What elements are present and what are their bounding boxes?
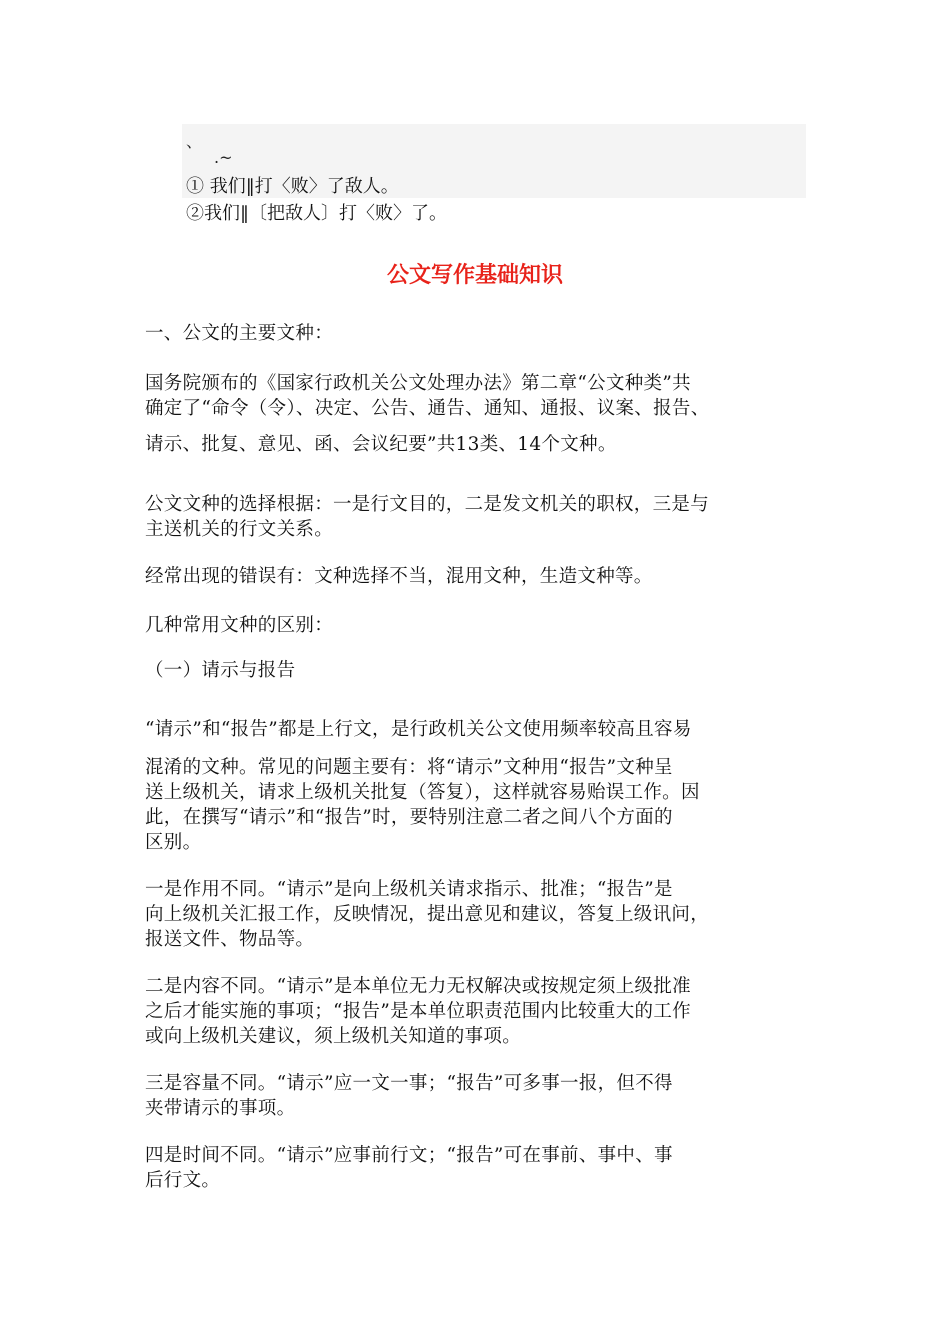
- paragraph-intro: “请示”和“报告”都是上行文，是行政机关公文使用频率较高且容易: [145, 719, 692, 740]
- document-title: 公文写作基础知识: [386, 263, 563, 288]
- example-sentence-2: ②我们‖〔把敌人〕打〈败〉了。: [186, 203, 447, 224]
- paragraph-doc-types: 国务院颁布的《国家行政机关公文处理办法》第二章“公文种类”共 确定了“命令（令）、决定、公告、通告、通知、通报、议案、报告、: [145, 373, 710, 419]
- paragraph-common-problems: 混淆的文种。常见的问题主要有：将“请示”文种用“报告”文种呈 送上级机关，请求上级机关批复（答复），这样就容易贻误工作。因 此，在撰写“请示”和“报告”时，要特别注意二者之间八个方面的 区别。: [145, 757, 700, 853]
- paragraph-content: 二是内容不同。“请示”是本单位无力无权解决或按规定须上级批准 之后才能实施的事项；“报告”是本单位职责范围内比较重大的工作 或向上级机关建议，须上级机关知道的事项。: [145, 976, 691, 1047]
- dot-tilde-mark: .~: [214, 148, 233, 167]
- example-sentence-1: ① 我们‖打〈败〉了敌人。: [186, 176, 399, 197]
- paragraph-capacity: 三是容量不同。“请示”应一文一事；“报告”可多事一报，但不得 夹带请示的事项。: [145, 1073, 673, 1119]
- paragraph-function: 一是作用不同。“请示”是向上级机关请求指示、批准；“报告”是 向上级机关汇报工作，反映情况，提出意见和建议，答复上级讯问， 报送文件、物品等。: [145, 879, 710, 950]
- punctuation-mark: 、: [186, 132, 203, 151]
- paragraph-common-errors: 经常出现的错误有：文种选择不当，混用文种，生造文种等。: [145, 566, 653, 587]
- paragraph-selection-basis: 公文文种的选择根据：一是行文目的，二是发文机关的职权，三是与 主送机关的行文关系。: [145, 494, 710, 540]
- paragraph-doc-types-cont: 请示、批复、意见、函、会议纪要”共13类、14个文种。: [145, 434, 617, 455]
- paragraph-differences: 几种常用文种的区别：: [145, 615, 334, 636]
- subheading-request-report: （一）请示与报告: [145, 660, 296, 681]
- section-heading-1: 一、公文的主要文种：: [145, 323, 334, 344]
- paragraph-timing: 四是时间不同。“请示”应事前行文；“报告”可在事前、事中、事 后行文。: [145, 1145, 673, 1191]
